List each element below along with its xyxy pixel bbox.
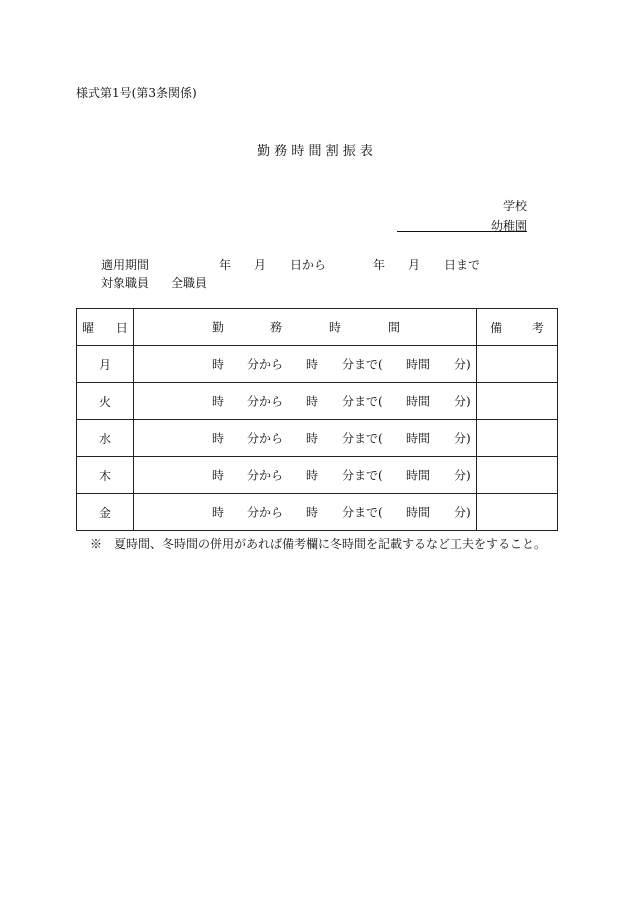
- time-cell[interactable]: [134, 383, 477, 420]
- document-title: 勤 務 時 間 割 振 表: [257, 144, 373, 159]
- day-cell: 月: [77, 346, 134, 383]
- table-row: [77, 457, 558, 494]
- time-duration-min: 分): [454, 468, 471, 483]
- time-hour-start: 時: [212, 357, 225, 372]
- table-row: [77, 346, 558, 383]
- period-month-start: 月: [254, 258, 267, 272]
- time-hour-end: 時: [306, 357, 319, 372]
- target-staff-value: 全職員: [171, 276, 208, 290]
- time-duration-min: 分): [454, 394, 471, 409]
- day-cell: 金: [77, 494, 134, 531]
- time-duration-min: 分): [454, 505, 471, 520]
- time-min-from: 分から: [247, 357, 284, 372]
- time-duration-hours: 時間: [406, 357, 431, 372]
- table-row: [77, 420, 558, 457]
- period-month-end: 月: [408, 258, 421, 272]
- day-cell: 木: [77, 457, 134, 494]
- time-duration-hours: 時間: [406, 468, 431, 483]
- form-number: 様式第1号(第3条関係): [76, 86, 197, 100]
- time-hour-end: 時: [306, 505, 319, 520]
- day-cell: 火: [77, 383, 134, 420]
- remarks-cell[interactable]: [477, 346, 558, 383]
- application-period-label: 適用期間: [101, 258, 150, 272]
- period-year-end: 年: [373, 258, 386, 272]
- period-year-start: 年: [219, 258, 232, 272]
- time-duration-hours: 時間: [406, 505, 431, 520]
- time-hour-start: 時: [212, 394, 225, 409]
- table-row: [77, 383, 558, 420]
- school-label: 学校: [502, 199, 527, 213]
- time-cell[interactable]: [134, 457, 477, 494]
- time-hour-start: 時: [212, 505, 225, 520]
- time-min-to: 分まで(: [342, 468, 383, 483]
- header-day: [77, 309, 134, 346]
- remarks-cell[interactable]: [477, 420, 558, 457]
- remarks-cell[interactable]: [477, 494, 558, 531]
- time-hour-end: 時: [306, 468, 319, 483]
- period-day-from: 日から: [290, 258, 327, 272]
- footnote: ※ 夏時間、冬時間の併用があれば備考欄に冬時間を記載するなど工夫をすること。: [90, 537, 547, 551]
- header-note-char-2: 考: [531, 320, 544, 335]
- time-cell[interactable]: [134, 494, 477, 531]
- header-time-char-1: 勤: [212, 320, 225, 335]
- header-remarks: [477, 309, 558, 346]
- time-min-to: 分まで(: [342, 431, 383, 446]
- time-hour-end: 時: [306, 431, 319, 446]
- target-staff-label: 対象職員: [101, 276, 150, 290]
- institution-name-line: [397, 231, 527, 232]
- time-duration-min: 分): [454, 431, 471, 446]
- time-min-to: 分まで(: [342, 394, 383, 409]
- kindergarten-label: 幼稚園: [490, 219, 527, 233]
- time-hour-start: 時: [212, 468, 225, 483]
- time-min-from: 分から: [247, 394, 284, 409]
- time-hour-end: 時: [306, 394, 319, 409]
- remarks-cell[interactable]: [477, 383, 558, 420]
- header-note-char-1: 備: [490, 320, 503, 335]
- table-row: [77, 494, 558, 531]
- time-min-from: 分から: [247, 431, 284, 446]
- time-duration-min: 分): [454, 357, 471, 372]
- header-time-char-2: 務: [270, 320, 283, 335]
- day-cell: 水: [77, 420, 134, 457]
- remarks-cell[interactable]: [477, 457, 558, 494]
- time-duration-hours: 時間: [406, 394, 431, 409]
- header-time-char-4: 間: [388, 320, 401, 335]
- time-min-to: 分まで(: [342, 357, 383, 372]
- time-hour-start: 時: [212, 431, 225, 446]
- time-cell[interactable]: [134, 420, 477, 457]
- time-min-from: 分から: [247, 505, 284, 520]
- time-duration-hours: 時間: [406, 431, 431, 446]
- time-cell[interactable]: [134, 346, 477, 383]
- header-day-char-1: 曜: [82, 320, 95, 335]
- header-day-char-2: 日: [115, 320, 128, 335]
- header-work-hours: [134, 309, 477, 346]
- time-min-to: 分まで(: [342, 505, 383, 520]
- header-time-char-3: 時: [329, 320, 342, 335]
- period-day-to: 日まで: [444, 258, 481, 272]
- time-min-from: 分から: [247, 468, 284, 483]
- schedule-table: [76, 308, 558, 531]
- table-header-row: [77, 309, 558, 346]
